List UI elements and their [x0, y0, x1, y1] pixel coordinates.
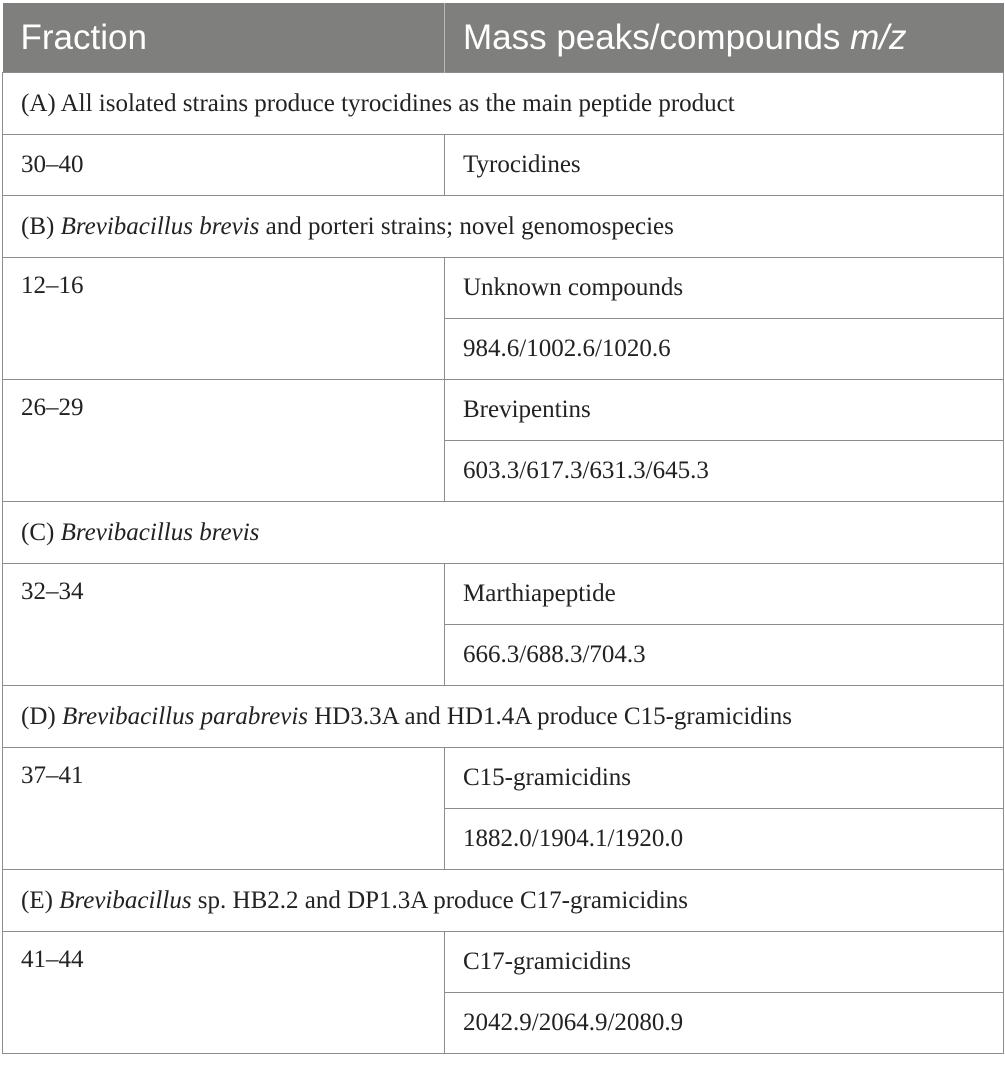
mass-peaks-table	[2, 3, 1004, 1054]
table-row	[3, 564, 1004, 625]
section-row-b	[3, 196, 1004, 258]
section-label-c	[3, 502, 1004, 564]
fraction-cell: 32–34	[3, 564, 445, 686]
fraction-cell: 12–16	[3, 258, 445, 380]
section-label-a	[3, 73, 1004, 135]
section-a-text: (A) All isolated strains produce tyrocidines as the main peptide product	[21, 89, 735, 117]
header-fraction: Fraction	[3, 3, 445, 73]
section-b-prefix: (B)	[21, 212, 61, 240]
fraction-cell: 41–44	[3, 932, 445, 1054]
section-c-prefix: (C)	[21, 518, 61, 546]
table-row	[3, 748, 1004, 809]
mass-peaks-cell: 666.3/688.3/704.3	[445, 625, 1004, 686]
header-mass-peaks-label: Mass peaks/compounds	[463, 17, 851, 57]
header-row	[3, 3, 1004, 73]
fraction-cell: 30–40	[3, 135, 445, 196]
fraction-cell: 37–41	[3, 748, 445, 870]
header-mass-peaks	[445, 3, 1004, 73]
compound-cell: Unknown compounds	[445, 258, 1004, 319]
section-row-a	[3, 73, 1004, 135]
section-d-suffix: HD3.3A and HD1.4A produce C15-gramicidins	[308, 702, 792, 730]
table-row	[3, 932, 1004, 993]
section-row-d	[3, 686, 1004, 748]
mass-peaks-cell: 1882.0/1904.1/1920.0	[445, 809, 1004, 870]
fraction-cell: 26–29	[3, 380, 445, 502]
compound-cell: Brevipentins	[445, 380, 1004, 441]
mass-peaks-cell: 2042.9/2064.9/2080.9	[445, 993, 1004, 1054]
section-label-d	[3, 686, 1004, 748]
section-label-b	[3, 196, 1004, 258]
section-e-species: Brevibacillus	[59, 886, 192, 914]
compound-cell: Marthiapeptide	[445, 564, 1004, 625]
section-b-suffix: and porteri strains; novel genomospecies	[259, 212, 674, 240]
table-row	[3, 380, 1004, 441]
section-row-e	[3, 870, 1004, 932]
mass-peaks-cell: 603.3/617.3/631.3/645.3	[445, 441, 1004, 502]
compound-cell: C17-gramicidins	[445, 932, 1004, 993]
header-mz-unit: m/z	[850, 17, 907, 57]
compound-cell: Tyrocidines	[445, 135, 1004, 196]
table-row	[3, 135, 1004, 196]
section-d-species: Brevibacillus parabrevis	[61, 702, 308, 730]
mass-peaks-cell: 984.6/1002.6/1020.6	[445, 319, 1004, 380]
section-c-species: Brevibacillus brevis	[60, 518, 260, 546]
section-d-prefix: (D)	[21, 702, 62, 730]
section-label-e	[3, 870, 1004, 932]
section-b-species: Brevibacillus brevis	[60, 212, 260, 240]
section-row-c	[3, 502, 1004, 564]
section-e-prefix: (E)	[21, 886, 60, 914]
section-e-suffix: sp. HB2.2 and DP1.3A produce C17-gramicidins	[191, 886, 689, 914]
compound-cell: C15-gramicidins	[445, 748, 1004, 809]
table-row	[3, 258, 1004, 319]
